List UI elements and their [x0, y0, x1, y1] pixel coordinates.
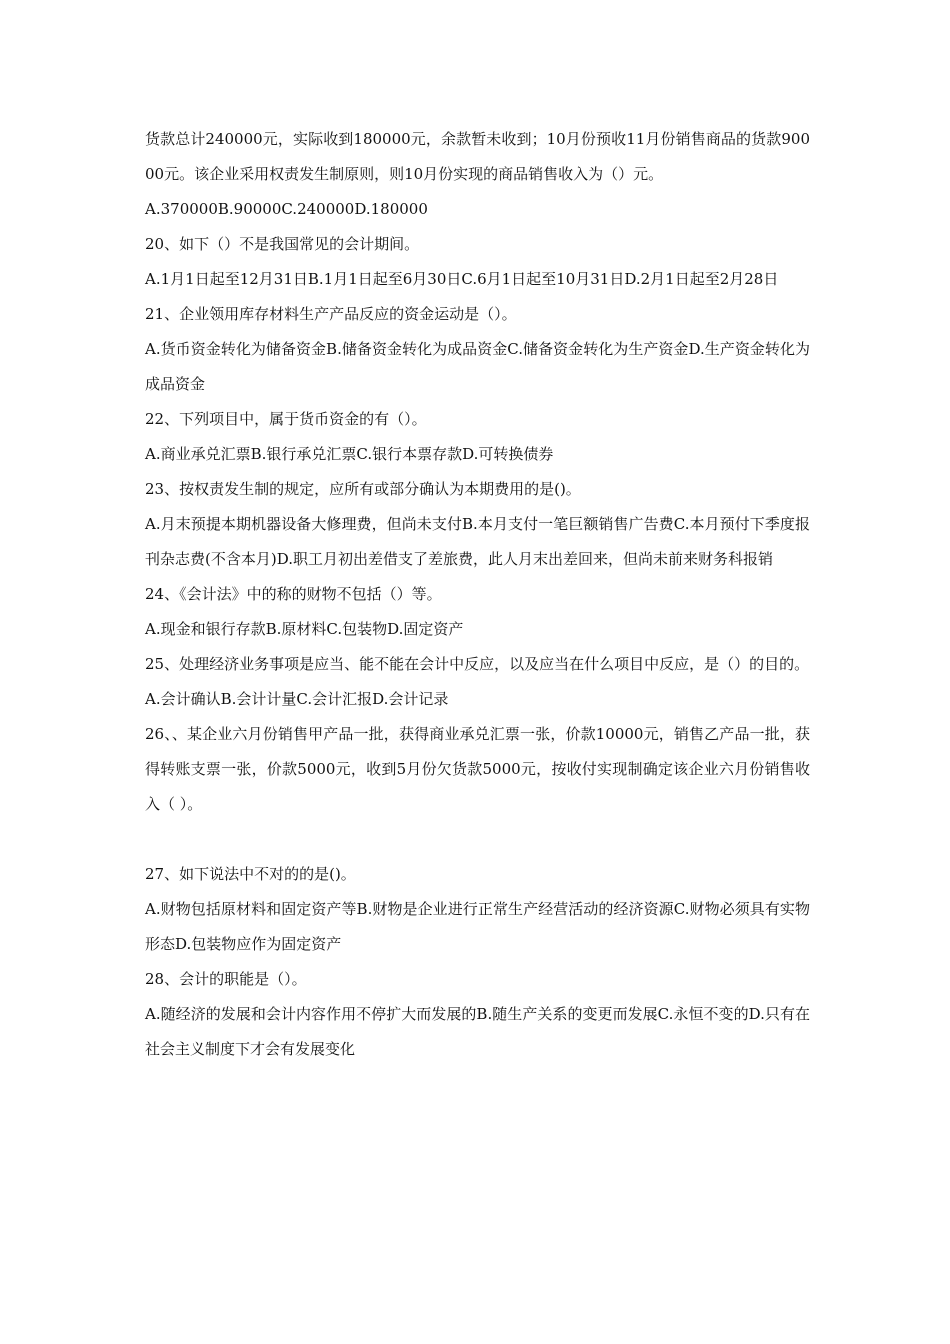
options-20: A.1月1日起至12月31日B.1月1日起至6月30日C.6月1日起至10月31日D.2月1日起至2月28日 [145, 270, 779, 288]
question-28: 28、会计的职能是（）。 [145, 970, 307, 988]
question-26: 26、、某企业六月份销售甲产品一批，获得商业承兑汇票一张，价款10000元，销售乙产品一批，获得转账支票一张，价款5000元，收到5月份欠货款5000元，按收付实现制确定该企业六月份销售收入（ ）。 [145, 725, 810, 813]
options-24: A.现金和银行存款B.原材料C.包装物D.固定资产 [145, 620, 464, 638]
document-body [145, 122, 810, 1067]
options-22: A.商业承兑汇票B.银行承兑汇票C.银行本票存款D.可转换债券 [145, 445, 554, 463]
question-25: 25、处理经济业务事项是应当、能不能在会计中反应，以及应当在什么项目中反应，是（）的目的。 [145, 655, 810, 673]
question-24: 24、《会计法》中的称的财物不包括（）等。 [145, 585, 442, 603]
options-27: A.财物包括原材料和固定资产等B.财物是企业进行正常生产经营活动的经济资源C.财物必须具有实物形态D.包装物应作为固定资产 [145, 900, 810, 953]
question-21: 21、企业领用库存材料生产产品反应的资金运动是（）。 [145, 305, 517, 323]
paragraph-19-continuation: 货款总计240000元，实际收到180000元，余款暂未收到；10月份预收11月份销售商品的货款90000元。该企业采用权责发生制原则，则10月份实现的商品销售收入为（）元。 [145, 130, 810, 183]
question-20: 20、如下（）不是我国常见的会计期间。 [145, 235, 420, 253]
question-27: 27、如下说法中不对的的是()。 [145, 865, 356, 883]
options-21: A.货币资金转化为储备资金B.储备资金转化为成品资金C.储备资金转化为生产资金D.生产资金转化为成品资金 [145, 340, 810, 393]
question-23: 23、按权责发生制的规定，应所有或部分确认为本期费用的是()。 [145, 480, 581, 498]
options-25: A.会计确认B.会计计量C.会计汇报D.会计记录 [145, 690, 449, 708]
options-23: A.月末预提本期机器设备大修理费，但尚未支付B.本月支付一笔巨额销售广告费C.本月预付下季度报刊杂志费(不含本月)D.职工月初出差借支了差旅费，此人月末出差回来，但尚未前来财务科报销 [145, 515, 810, 568]
options-19: A.370000B.90000C.240000D.180000 [145, 200, 428, 218]
blank-line [145, 822, 810, 857]
options-28: A.随经济的发展和会计内容作用不停扩大而发展的B.随生产关系的变更而发展C.永恒不变的D.只有在社会主义制度下才会有发展变化 [145, 1005, 810, 1058]
question-22: 22、下列项目中，属于货币资金的有（）。 [145, 410, 427, 428]
